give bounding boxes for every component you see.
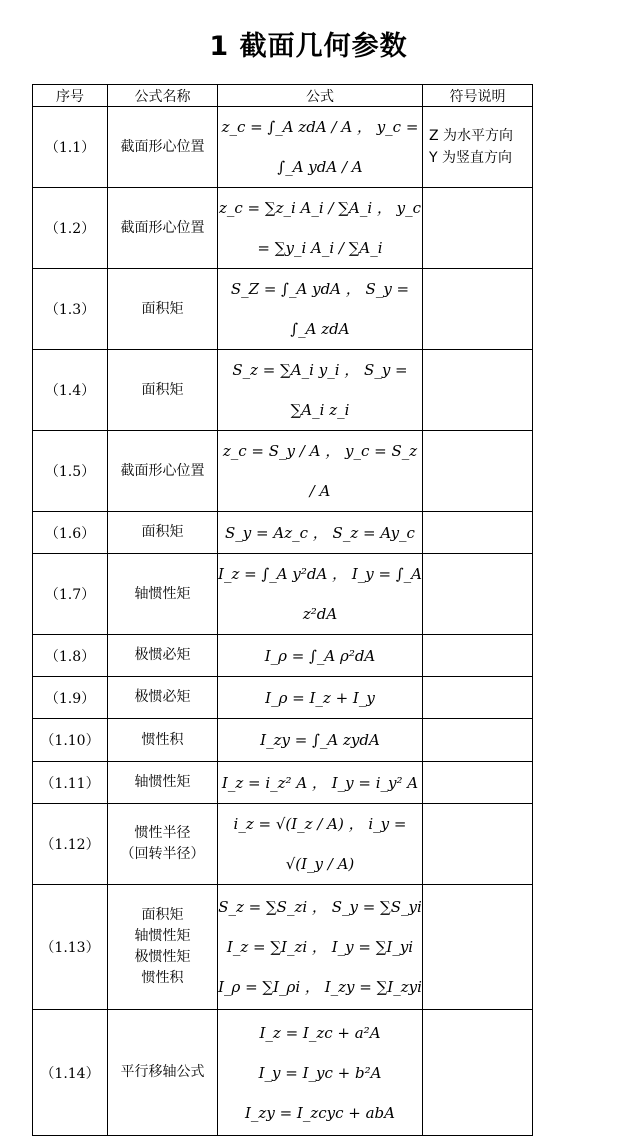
formula-name: 面积矩 — [141, 381, 184, 398]
table-row — [33, 1010, 533, 1136]
formula-expression: I_z = ∑I_zi ， I_y = ∑I_yi — [226, 938, 414, 956]
formula-expression: I_ρ = I_z + I_y — [265, 688, 375, 707]
table-row — [33, 350, 533, 431]
formula-name-cell — [108, 1010, 218, 1136]
header-formula-name: 公式名称 — [108, 85, 218, 107]
table-row — [33, 554, 533, 635]
formula-cell — [218, 635, 423, 677]
formula-expression: S_y = Az_c ， S_z = Ay_c — [225, 523, 415, 542]
symbol-notes-cell — [423, 677, 533, 719]
symbol-notes-cell — [423, 269, 533, 350]
table-row — [33, 804, 533, 885]
row-index: （1.8） — [33, 635, 108, 677]
formula-cell — [218, 512, 423, 554]
formula-name-cell — [108, 804, 218, 885]
formula-name: 极惯必矩 — [134, 689, 191, 705]
table-row — [33, 635, 533, 677]
row-index: （1.1） — [33, 107, 108, 188]
symbol-notes-cell — [423, 188, 533, 269]
formula-name-cell — [108, 431, 218, 512]
formula-name: 截面形心位置 — [120, 138, 205, 155]
formula-cell — [218, 188, 423, 269]
formula-name: （回转半径） — [120, 846, 205, 862]
row-index: （1.12） — [33, 804, 108, 885]
formula-cell — [218, 885, 423, 1010]
formula-name-cell — [108, 269, 218, 350]
formula-cell — [218, 107, 423, 188]
symbol-notes-cell — [423, 431, 533, 512]
formula-expression: S_z = ∑A_i y_i ， S_y = ∑A_i z_i — [232, 361, 408, 419]
formula-name-cell — [108, 635, 218, 677]
table-row — [33, 107, 533, 188]
formula-expression: z_c = ∫_A zdA / A ， y_c = ∫_A ydA / A — [221, 118, 419, 176]
formula-expression: i_z = √(I_z / A) ， i_y = √(I_y / A) — [233, 815, 407, 873]
header-symbol-notes: 符号说明 — [423, 85, 533, 107]
formula-cell — [218, 804, 423, 885]
row-index: （1.10） — [33, 719, 108, 762]
symbol-note: Z 为水平方向 — [429, 128, 514, 144]
formula-cell — [218, 719, 423, 762]
symbol-notes-cell — [423, 512, 533, 554]
row-index: （1.13） — [33, 885, 108, 1010]
table-row — [33, 677, 533, 719]
table-row — [33, 719, 533, 762]
table-body — [33, 107, 533, 1136]
formula-name: 惯性积 — [141, 731, 184, 748]
formula-cell — [218, 554, 423, 635]
formula-expression: I_z = ∫_A y²dA ， I_y = ∫_A z²dA — [218, 565, 422, 623]
formula-name: 截面形心位置 — [120, 462, 205, 479]
row-index: （1.3） — [33, 269, 108, 350]
header-index: 序号 — [33, 85, 108, 107]
symbol-note: Y 为竖直方向 — [429, 150, 513, 166]
symbol-notes-cell — [423, 804, 533, 885]
page-title: 1 截面几何参数 — [209, 31, 408, 62]
formula-cell — [218, 677, 423, 719]
symbol-notes-cell — [423, 719, 533, 762]
row-index: （1.6） — [33, 512, 108, 554]
formula-name: 截面形心位置 — [120, 219, 205, 236]
formula-name: 面积矩 — [141, 300, 184, 317]
table-row — [33, 269, 533, 350]
formula-expression: I_zy = I_zcyc + abA — [245, 1103, 395, 1122]
formula-name: 极惯性矩 — [134, 949, 191, 965]
formula-cell — [218, 431, 423, 512]
formula-name: 惯性积 — [141, 970, 184, 986]
symbol-notes-cell — [423, 554, 533, 635]
symbol-notes-cell — [423, 1010, 533, 1136]
formula-expression: S_z = ∑S_zi ， S_y = ∑S_yi — [218, 898, 422, 916]
table-row — [33, 762, 533, 804]
formula-name-cell — [108, 762, 218, 804]
row-index: （1.9） — [33, 677, 108, 719]
formula-name-cell — [108, 350, 218, 431]
row-index: （1.7） — [33, 554, 108, 635]
symbol-notes-cell — [423, 762, 533, 804]
formula-name-cell — [108, 719, 218, 762]
formula-name-cell — [108, 512, 218, 554]
table-row — [33, 188, 533, 269]
table-row — [33, 512, 533, 554]
formula-name: 面积矩 — [141, 907, 184, 923]
formula-name: 轴惯性矩 — [134, 585, 191, 602]
formula-name-cell — [108, 885, 218, 1010]
symbol-notes-cell — [423, 885, 533, 1010]
formula-expression: I_z = I_zc + a²A — [259, 1023, 381, 1042]
formula-expression: I_z = i_z² A ， I_y = i_y² A — [221, 773, 419, 792]
row-index: （1.2） — [33, 188, 108, 269]
formula-name: 轴惯性矩 — [134, 774, 191, 790]
formula-name-cell — [108, 677, 218, 719]
formula-name: 轴惯性矩 — [134, 928, 191, 944]
formula-expression: S_Z = ∫_A ydA ， S_y = ∫_A zdA — [230, 280, 410, 338]
row-index: （1.5） — [33, 431, 108, 512]
table-header-row — [33, 85, 533, 107]
table-row — [33, 885, 533, 1010]
formula-expression: I_ρ = ∑I_ρi ， I_zy = ∑I_zyi — [218, 978, 422, 996]
formula-name: 极惯必矩 — [134, 647, 191, 663]
formula-expression: z_c = S_y / A ， y_c = S_z / A — [222, 442, 418, 500]
row-index: （1.4） — [33, 350, 108, 431]
row-index: （1.14） — [33, 1010, 108, 1136]
formula-cell — [218, 269, 423, 350]
formula-expression: I_zy = ∫_A zydA — [260, 731, 380, 749]
formula-expression: I_y = I_yc + b²A — [258, 1063, 382, 1082]
formula-expression: z_c = ∑z_i A_i / ∑A_i ， y_c = ∑y_i A_i / ∑A_i — [218, 199, 422, 257]
symbol-notes-cell — [423, 107, 533, 188]
formula-name-cell — [108, 554, 218, 635]
table-row — [33, 431, 533, 512]
formula-expression: I_ρ = ∫_A ρ²dA — [264, 646, 376, 665]
header-formula: 公式 — [218, 85, 423, 107]
formula-cell — [218, 762, 423, 804]
symbol-notes-cell — [423, 350, 533, 431]
formula-cell — [218, 1010, 423, 1136]
formula-name-cell — [108, 107, 218, 188]
formula-name: 面积矩 — [141, 524, 184, 540]
formula-table — [32, 84, 533, 1136]
formula-name: 平行移轴公式 — [120, 1064, 205, 1080]
formula-cell — [218, 350, 423, 431]
row-index: （1.11） — [33, 762, 108, 804]
symbol-notes-cell — [423, 635, 533, 677]
formula-name-cell — [108, 188, 218, 269]
formula-name: 惯性半径 — [134, 825, 191, 841]
